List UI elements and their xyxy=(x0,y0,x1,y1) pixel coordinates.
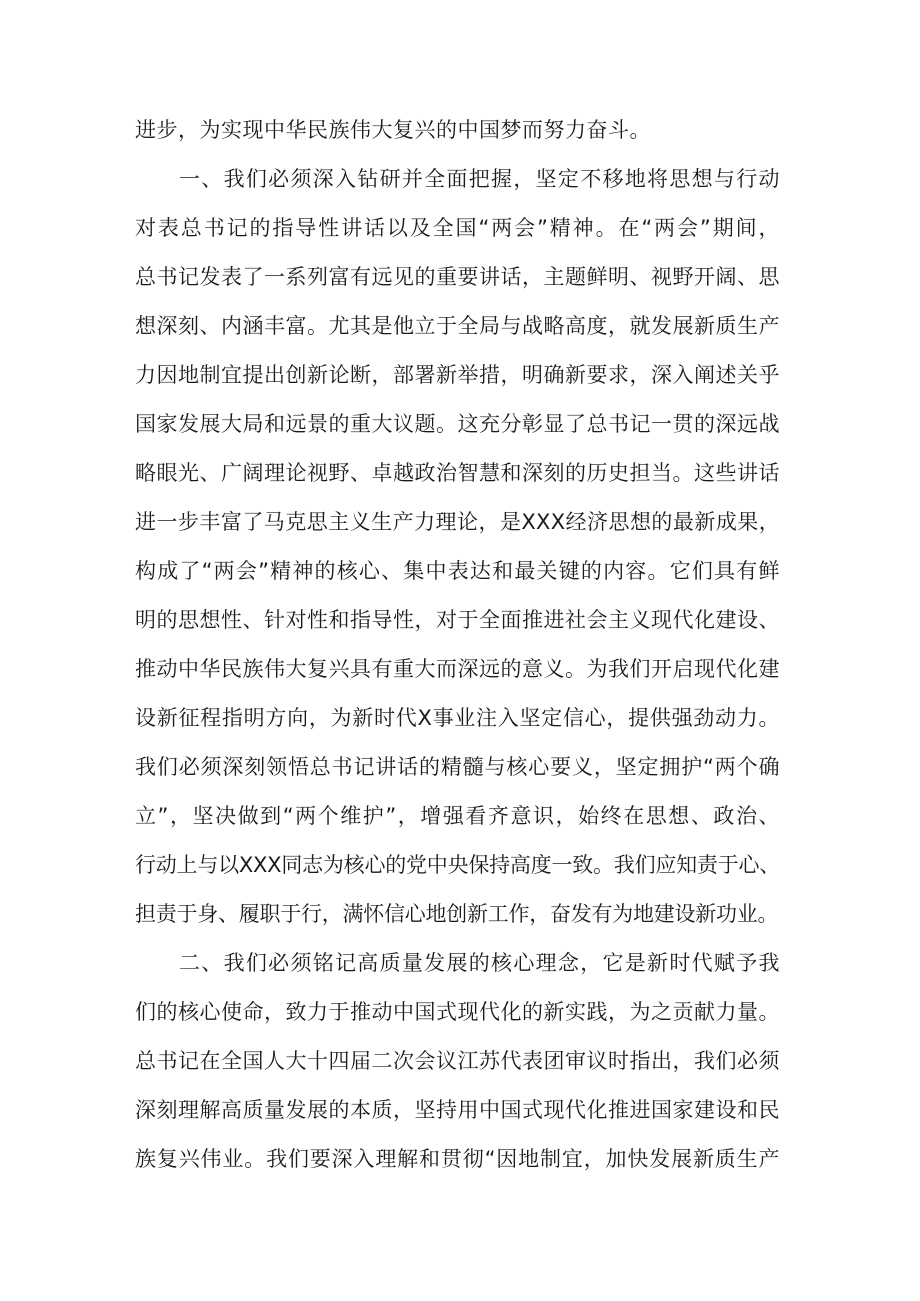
text-line: 立”，坚决做到“两个维护”，增强看齐意识，始终在思想、政治、 xyxy=(135,804,780,828)
text-line: 国家发展大局和远景的重大议题。这充分彰显了总书记一贯的深远战 xyxy=(135,412,780,436)
text-line: 族复兴伟业。我们要深入理解和贯彻“因地制宜，加快发展新质生产 xyxy=(135,1147,780,1171)
text-line: 设新征程指明方向，为新时代X事业注入坚定信心，提供强劲动力。 xyxy=(135,706,780,730)
text-line: 进一步丰富了马克思主义生产力理论，是XXX经济思想的最新成果， xyxy=(135,510,780,534)
text-line: 一、我们必须深入钻研并全面把握，坚定不移地将思想与行动 xyxy=(179,167,780,191)
text-line: 担责于身、履职于行，满怀信心地创新工作，奋发有为地建设新功业。 xyxy=(135,902,779,926)
text-line: 我们必须深刻领悟总书记讲话的精髓与核心要义，坚定拥护“两个确 xyxy=(135,755,780,779)
text-line: 力因地制宜提出创新论断，部署新举措，明确新要求，深入阐述关乎 xyxy=(135,363,780,387)
text-line: 明的思想性、针对性和指导性，对于全面推进社会主义现代化建设、 xyxy=(135,608,780,632)
text-line: 想深刻、内涵丰富。尤其是他立于全局与战略高度，就发展新质生产 xyxy=(135,314,780,338)
text-line: 总书记在全国人大十四届二次会议江苏代表团审议时指出，我们必须 xyxy=(135,1049,780,1073)
text-line: 对表总书记的指导性讲话以及全国“两会”精神。在“两会”期间， xyxy=(135,216,780,240)
text-line: 进步，为实现中华民族伟大复兴的中国梦而努力奋斗。 xyxy=(135,118,651,142)
text-line: 行动上与以XXX同志为核心的党中央保持高度一致。我们应知责于心、 xyxy=(135,853,780,877)
text-line: 总书记发表了一系列富有远见的重要讲话，主题鲜明、视野开阔、思 xyxy=(135,265,780,289)
text-line: 略眼光、广阔理论视野、卓越政治智慧和深刻的历史担当。这些讲话 xyxy=(135,461,780,485)
text-line: 二、我们必须铭记高质量发展的核心理念，它是新时代赋予我 xyxy=(179,951,780,975)
text-line: 深刻理解高质量发展的本质，坚持用中国式现代化推进国家建设和民 xyxy=(135,1098,780,1122)
text-line: 构成了“两会”精神的核心、集中表达和最关键的内容。它们具有鲜 xyxy=(135,559,780,583)
text-line: 们的核心使命，致力于推动中国式现代化的新实践，为之贡献力量。 xyxy=(135,1000,780,1024)
document-body xyxy=(135,106,780,1184)
text-line: 推动中华民族伟大复兴具有重大而深远的意义。为我们开启现代化建 xyxy=(135,657,780,681)
